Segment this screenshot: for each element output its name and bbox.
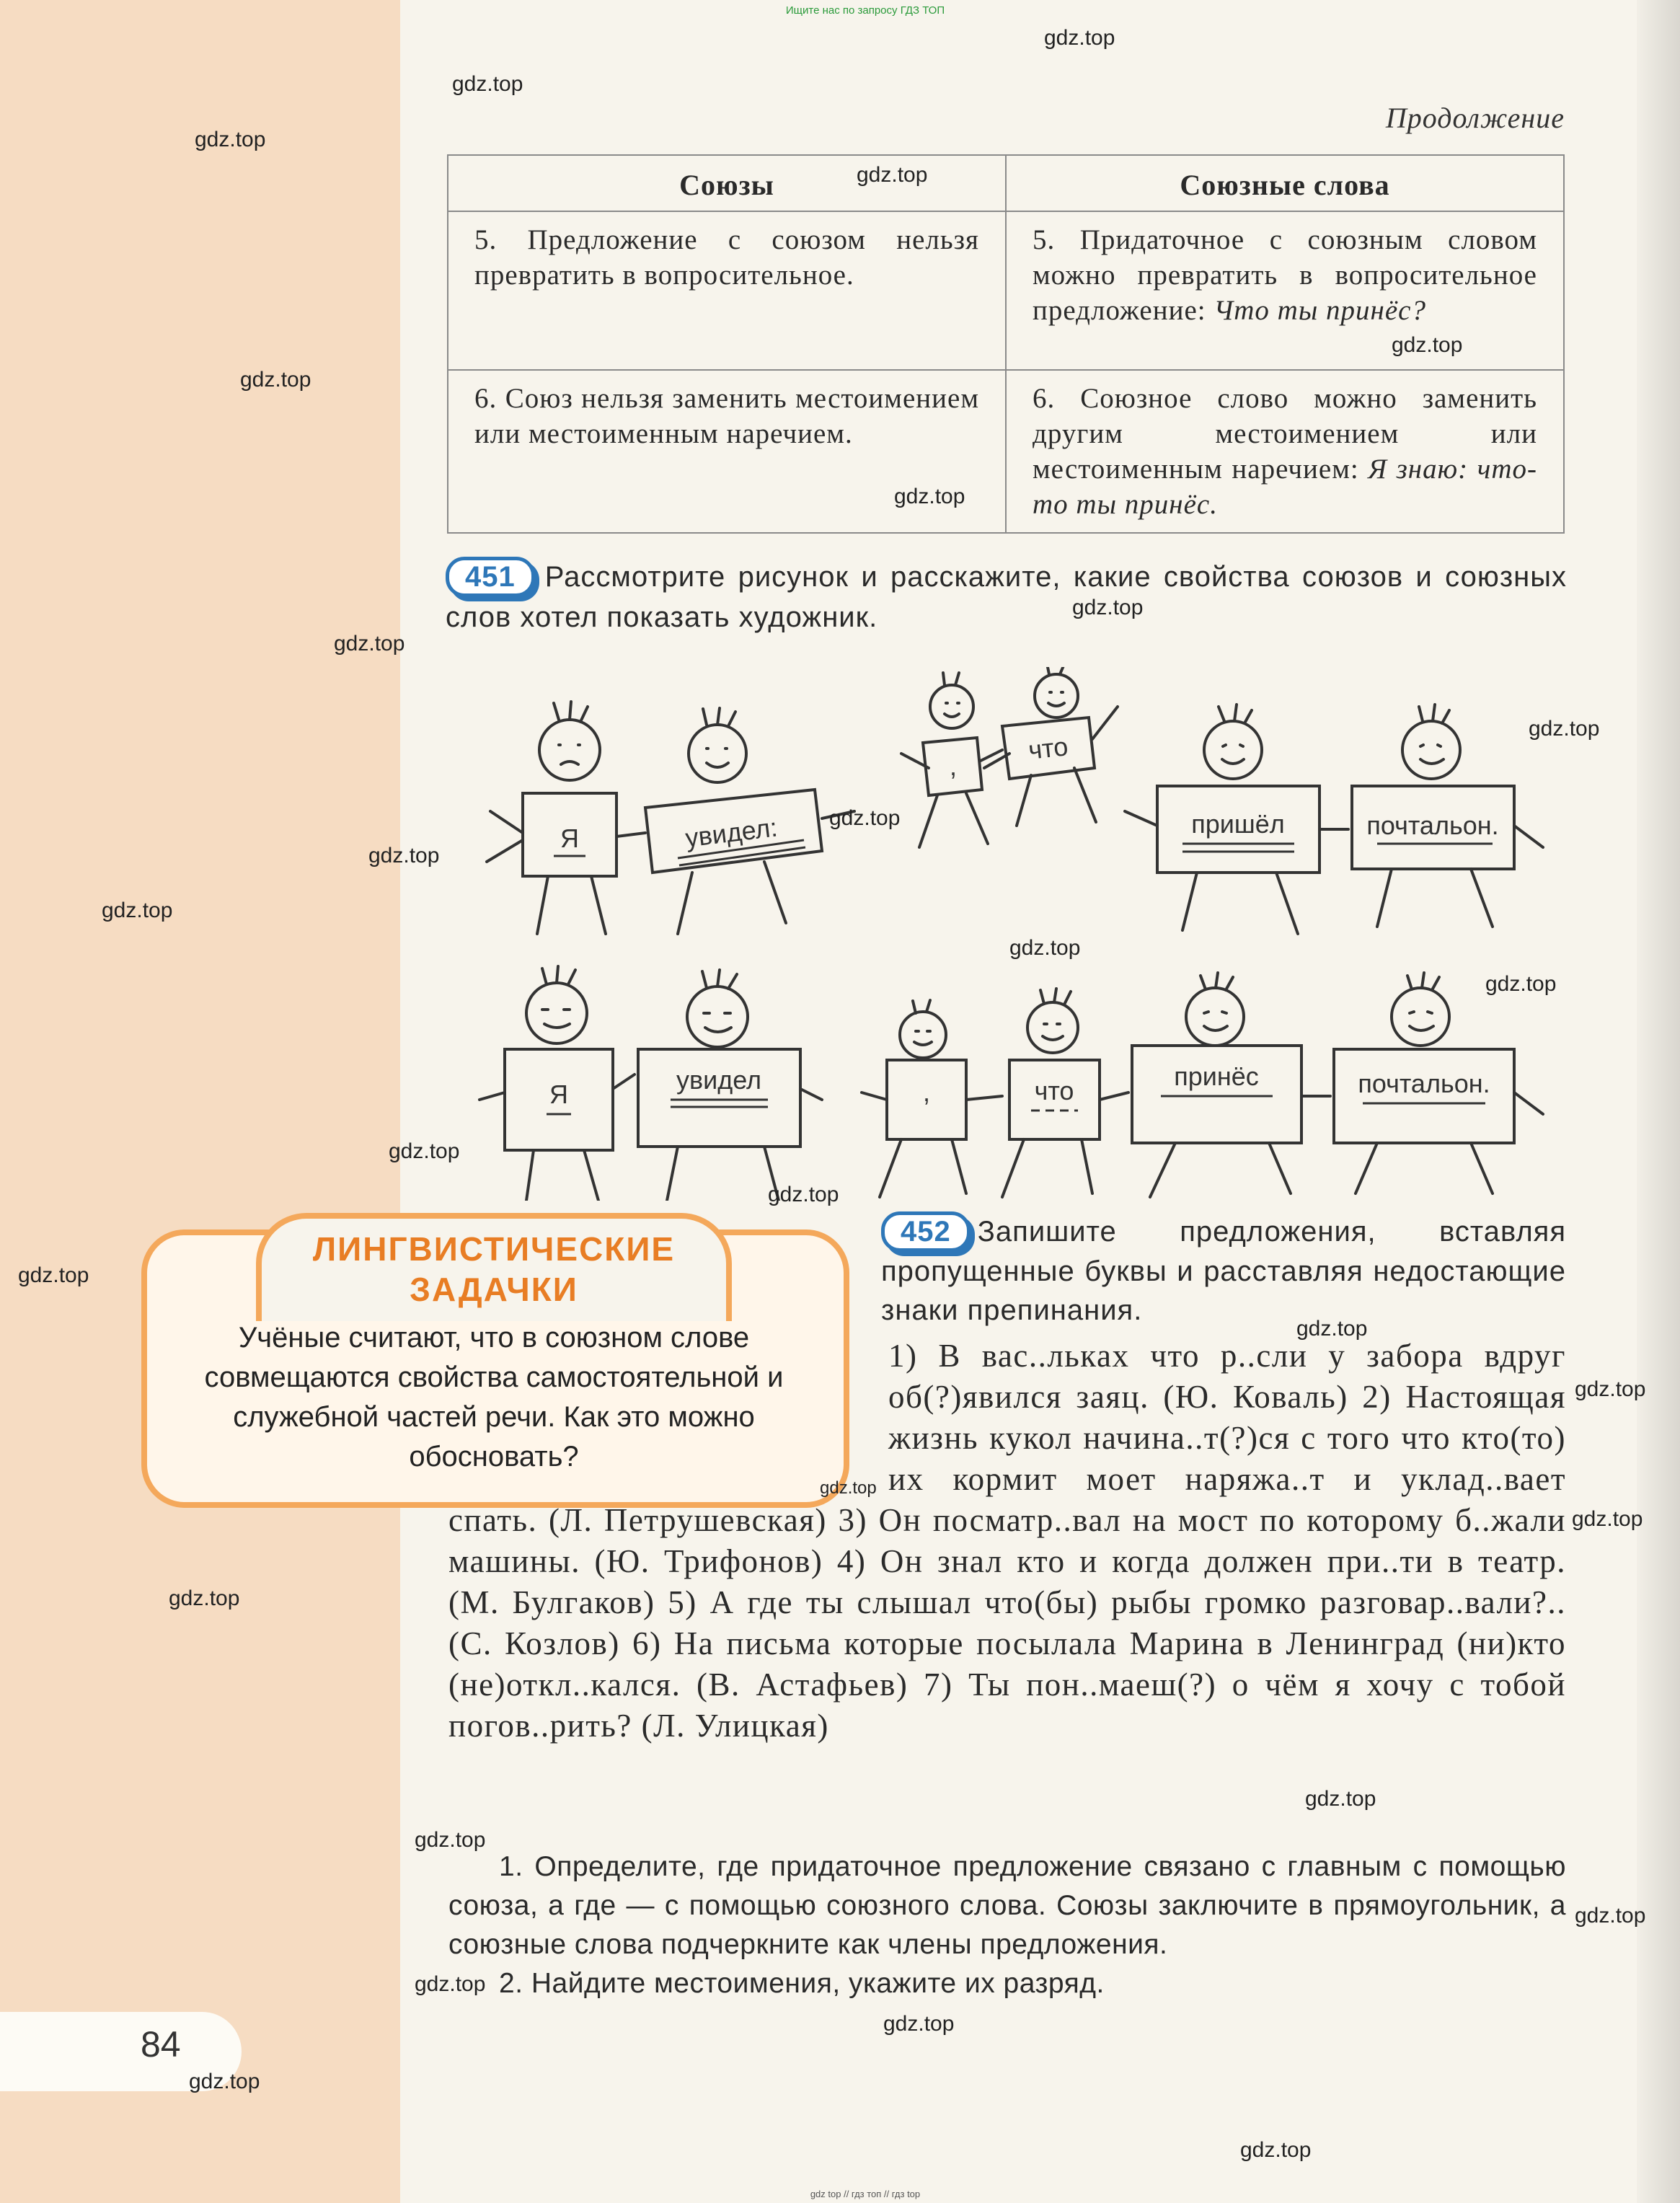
figure-head [687, 986, 748, 1047]
watermark: gdz.top [415, 1972, 486, 1996]
task-questions [448, 1847, 1566, 2003]
question: 1. Определите, где придаточное предложение связано с главным с помощью союза, а где — с помощью союзного слова. Союзы заключите в прямоугольник, а союзные слова подчеркните как члены предложения. [448, 1851, 1566, 1960]
watermark: gdz.top [1572, 1507, 1643, 1531]
card-word: что [1034, 1076, 1074, 1105]
watermark: gdz.top [1575, 1377, 1646, 1401]
watermark: gdz.top [1296, 1317, 1368, 1341]
table-header-conjunctive-words: Союзные слова [1006, 155, 1564, 211]
table-header-conjunctions: Союзы [448, 155, 1006, 211]
card-word: пришёл [1191, 809, 1285, 839]
watermark: gdz.top [857, 163, 928, 187]
word-card [1132, 1046, 1301, 1143]
watermark: gdz.top [452, 72, 523, 96]
card-word: почтальон. [1366, 811, 1499, 840]
float-spacer [448, 1336, 888, 1487]
question: 2. Найдите местоимения, укажите их разряд. [499, 1968, 1105, 1999]
card-word: увидел [676, 1065, 762, 1095]
watermark: gdz.top [368, 844, 440, 867]
continuation-label: Продолжение [1385, 102, 1565, 134]
task-452 [881, 1211, 1566, 1330]
watermark: gdz.top [240, 368, 311, 392]
sentences-text: 1) В вас..льках что р..сли у забора вдруг об(?)явился заяц. (Ю. Коваль) 2) Настоящая жизнь кукол начина..т(?)ся с того что кто(то) их кормит моет наряжа..т и уклад..вает спать. (Л. Петрушевская) 3) Он посматр..вал на мост по которому б..жали машины. (Ю. Трифонов) 4) Он знал кто и когда должен при..ти в театр. (М. Булгаков) 5) А где ты слышал что(бы) рыбы громко разговар..вали?.. (С. Козлов) 6) На письма которые посылала Марина в Ленинград (ни)кто (не)откл..кался. (В. Астафьев) 7) Ты пон..маеш(?) о чём я хочу с тобой погов..рить? (Л. Улицкая) [448, 1338, 1566, 1744]
watermark: gdz.top [1392, 333, 1463, 357]
watermark: gdz.top [768, 1183, 839, 1206]
watermark: gdz.top [18, 1263, 89, 1287]
illustration [461, 667, 1586, 1201]
task-text: Рассмотрите рисунок и расскажите, какие свойства союзов и союзных слов хотел показать художник. [446, 561, 1567, 633]
card-word: почтальон. [1358, 1069, 1490, 1098]
watermark: gdz.top [1529, 717, 1600, 741]
figure-head [900, 1012, 946, 1058]
watermark: gdz.top [389, 1139, 460, 1163]
page-edge [1637, 0, 1680, 2203]
figure-head [1035, 674, 1078, 718]
bottom-banner: gdz top // гдз топ // гдз top [810, 2189, 921, 2199]
card-word: что [1027, 731, 1070, 765]
watermark: gdz.top [1485, 972, 1557, 996]
figure-head [539, 720, 600, 780]
figure-head [1186, 988, 1244, 1046]
table-cell-example: Что ты принёс? [1213, 295, 1426, 326]
figure-head [1402, 721, 1460, 779]
task-text: Запишите предложения, вставляя пропущенные буквы и расставляя недостающие знаки препинания. [881, 1216, 1566, 1326]
figure-head [1027, 1002, 1078, 1053]
watermark: gdz.top [1009, 936, 1081, 960]
table-cell [1006, 370, 1564, 533]
table-cell: 5. Предложение с союзом нельзя превратить в вопросительное. [448, 211, 1006, 370]
watermark: gdz.top [195, 128, 266, 151]
table-row [448, 370, 1564, 533]
page-margin [0, 0, 400, 2203]
table-cell: 6. Союз нельзя заменить местоимением или местоименным наречием. [448, 370, 1006, 533]
watermark: gdz.top [169, 1586, 240, 1610]
table-cell-text: 6. Союзное слово можно заменить другим местоимением или местоименным наречием: [1033, 383, 1537, 485]
figure-head [1204, 721, 1262, 779]
top-banner: Ищите нас по запросу ГДЗ ТОП [785, 4, 945, 17]
task-sentences [448, 1336, 1566, 1747]
word-card [638, 1049, 800, 1147]
title-line: ЛИНГВИСТИЧЕСКИЕ [312, 1230, 676, 1268]
watermark: gdz.top [1044, 26, 1115, 50]
watermark: gdz.top [820, 1478, 877, 1498]
watermark: gdz.top [1575, 1904, 1646, 1928]
watermark: gdz.top [829, 806, 901, 830]
page-number: 84 [141, 2024, 181, 2065]
table-cell [1006, 211, 1564, 370]
watermark: gdz.top [415, 1828, 486, 1852]
watermark: gdz.top [883, 2012, 955, 2036]
figure-head [526, 983, 587, 1043]
table-cell-text: 5. Придаточное с союзным словом можно превратить в вопросительное предложение: [1033, 224, 1537, 326]
task-number-badge: 452 [881, 1211, 971, 1252]
card-word: увидел: [684, 812, 779, 853]
figure-head [1392, 988, 1449, 1046]
card-word: Я [560, 824, 579, 853]
watermark: gdz.top [1072, 596, 1144, 619]
watermark: gdz.top [1305, 1787, 1376, 1811]
watermark: gdz.top [334, 632, 405, 655]
card-word: , [949, 751, 958, 781]
card-word: , [922, 1077, 931, 1107]
linguistic-task-text: Учёные считают, что в союзном слове совмещаются свойства самостоятельной и служебной частей речи. Как это можно обосновать? [204, 1322, 784, 1473]
figure-head [689, 725, 746, 782]
task-451 [446, 557, 1567, 637]
watermark: gdz.top [102, 899, 173, 922]
task-number-badge: 451 [446, 557, 535, 597]
linguistic-task-title [256, 1213, 732, 1321]
table-cell-example: Я знаю: что-то ты принёс. [1033, 454, 1537, 520]
watermark: gdz.top [1240, 2138, 1312, 2162]
watermark: gdz.top [189, 2070, 260, 2093]
card-word: принёс [1174, 1061, 1259, 1091]
title-line: ЗАДАЧКИ [410, 1271, 578, 1308]
figure-head [930, 685, 973, 728]
card-word: Я [549, 1080, 568, 1109]
watermark: gdz.top [894, 485, 965, 508]
